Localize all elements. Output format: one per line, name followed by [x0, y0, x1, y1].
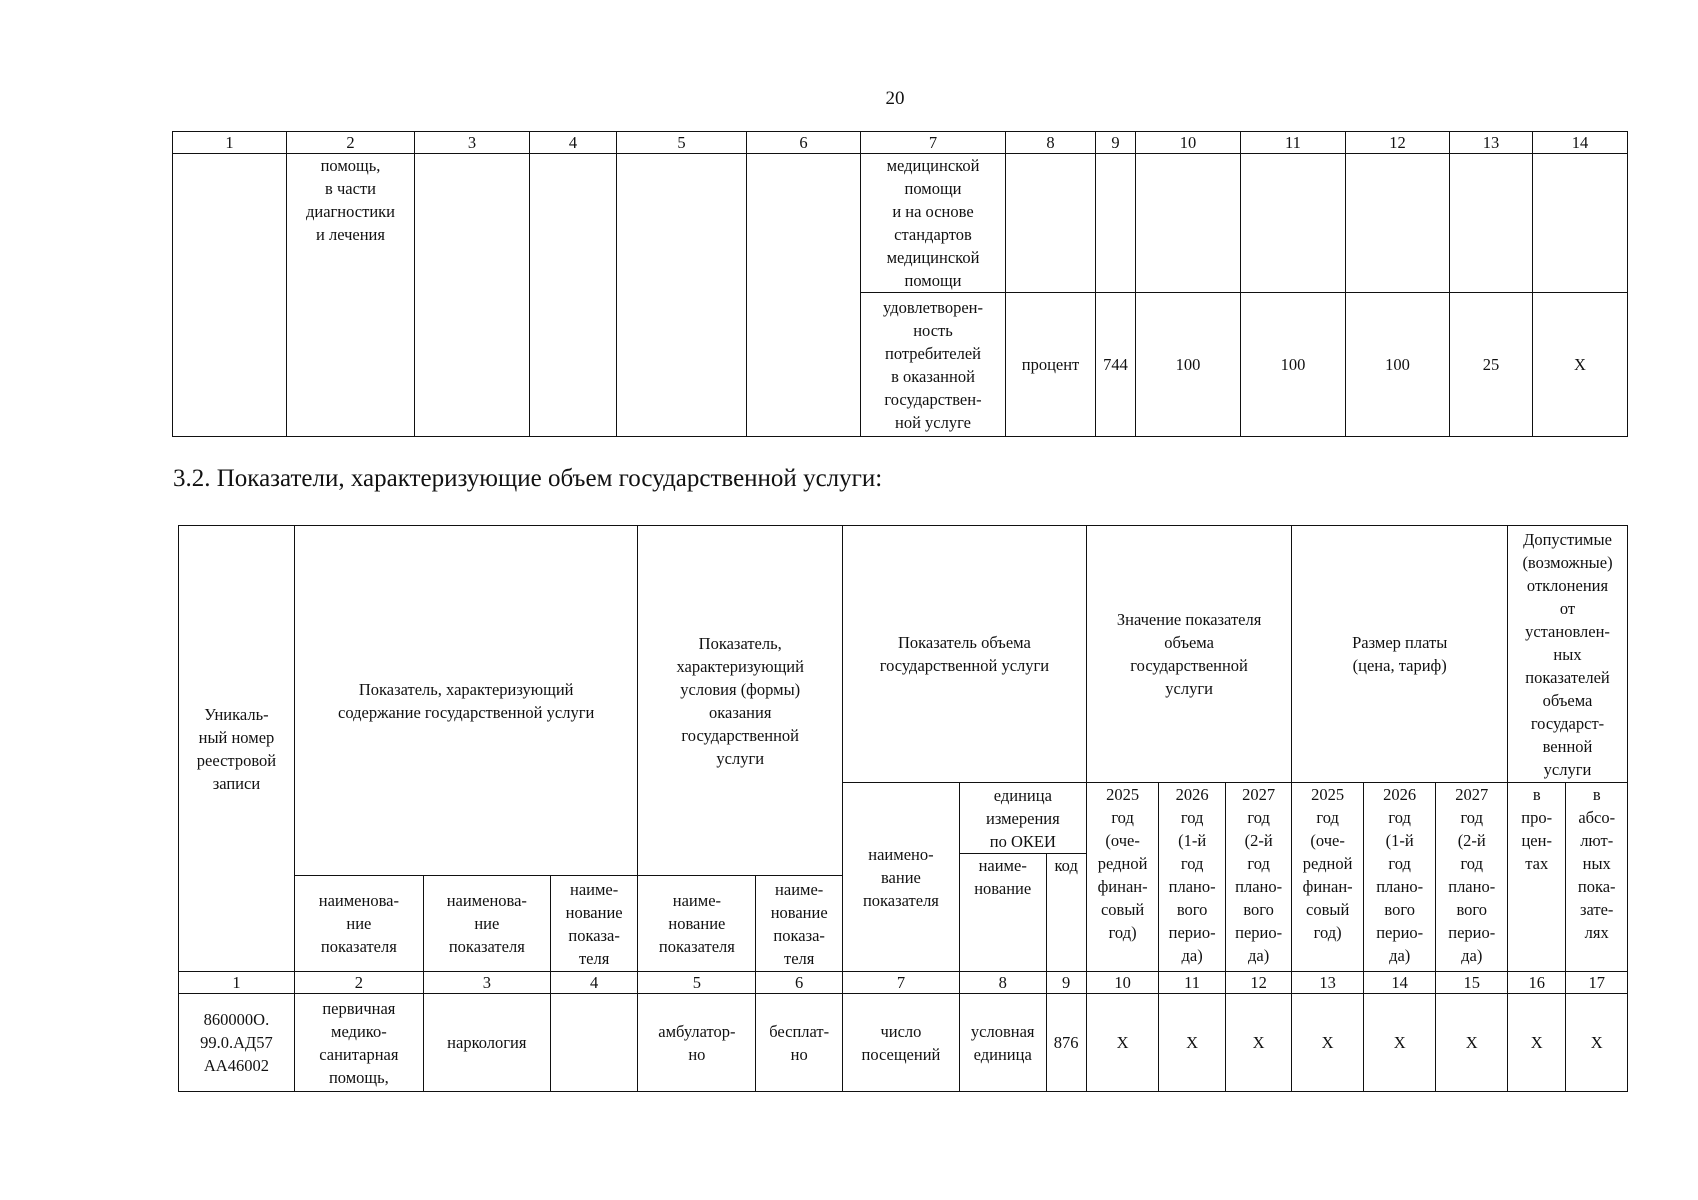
table-cell	[173, 154, 287, 437]
col-number: 15	[1436, 972, 1508, 994]
col-number: 7	[843, 972, 960, 994]
service-condition-cell: амбулатор- но	[638, 994, 756, 1092]
sub-indicator-name-header: наиме- нование показателя	[638, 876, 756, 972]
service-content-cell	[550, 994, 638, 1092]
year-2026-value-header: 2026 год (1-й год плано- вого перио- да)	[1159, 783, 1226, 972]
fee-cell: Х	[1363, 994, 1436, 1092]
col-number: 2	[294, 972, 423, 994]
col-number: 3	[415, 132, 530, 154]
quality-indicators-table	[172, 131, 1628, 437]
value-cell: Х	[1225, 994, 1292, 1092]
conditions-indicator-header: Показатель, характеризующий условия (формы) оказания государственной услуги	[638, 526, 843, 876]
absolute-header: в абсо- лют- ных пока- зате- лях	[1566, 783, 1628, 972]
table-cell	[1346, 154, 1450, 293]
col-number: 12	[1346, 132, 1450, 154]
unit-okei-header: единица измерения по ОКЕИ	[959, 783, 1086, 854]
col-number: 10	[1136, 132, 1241, 154]
year-2027-value-header: 2027 год (2-й год плано- вого перио- да)	[1225, 783, 1292, 972]
col-number: 6	[747, 132, 861, 154]
service-content-cell: первичная медико- санитарная помощь,	[294, 994, 423, 1092]
table-cell	[1006, 154, 1096, 293]
col-number: 4	[550, 972, 638, 994]
col-number: 2	[287, 132, 415, 154]
col-number: 8	[1006, 132, 1096, 154]
year-2027-fee-header: 2027 год (2-й год плано- вого перио- да)	[1436, 783, 1508, 972]
sub-indicator-name-header: наименова- ние показателя	[423, 876, 550, 972]
content-indicator-header: Показатель, характеризующий содержание государственной услуги	[294, 526, 638, 876]
column-number-row	[179, 972, 1628, 994]
year-2025-fee-header: 2025 год (оче- редной финан- совый год)	[1292, 783, 1364, 972]
deviation-cell: Х	[1508, 994, 1566, 1092]
table-cell	[1241, 154, 1346, 293]
col-number: 14	[1533, 132, 1628, 154]
col-number: 9	[1046, 972, 1086, 994]
value-cell: Х	[1086, 994, 1159, 1092]
col-number: 11	[1241, 132, 1346, 154]
deviations-header: Допустимые (возможные) отклонения от установлен- ных показателей объема государст- венной услуги	[1508, 526, 1628, 783]
page-number: 20	[885, 88, 905, 109]
table-cell	[1096, 154, 1136, 293]
service-content-cell: наркология	[423, 994, 550, 1092]
value-cell: 100	[1136, 293, 1241, 437]
sub-indicator-name-header: наиме- нование показа- теля	[756, 876, 843, 972]
service-condition-cell: бесплат- но	[756, 994, 843, 1092]
col-number: 7	[861, 132, 1006, 154]
col-number: 13	[1292, 972, 1364, 994]
unit-code-cell: 876	[1046, 994, 1086, 1092]
table-cell	[1450, 154, 1533, 293]
unit-name-cell: процент	[1006, 293, 1096, 437]
col-number: 14	[1363, 972, 1436, 994]
indicator-name-cell: медицинской помощи и на основе стандартов медицинской помощи	[861, 154, 1006, 293]
column-number-row	[173, 132, 1628, 154]
service-content-cell: помощь, в части диагностики и лечения	[287, 154, 415, 437]
year-2025-value-header: 2025 год (оче- редной финан- совый год)	[1086, 783, 1159, 972]
year-2026-fee-header: 2026 год (1-й год плано- вого перио- да)	[1363, 783, 1436, 972]
unit-code-cell: 744	[1096, 293, 1136, 437]
volume-value-header: Значение показателя объема государственной услуги	[1086, 526, 1292, 783]
value-cell: 25	[1450, 293, 1533, 437]
col-number: 8	[959, 972, 1046, 994]
table-row	[179, 994, 1628, 1092]
col-number: 4	[530, 132, 617, 154]
indicator-name-cell: число посещений	[843, 994, 960, 1092]
header-row	[179, 526, 1628, 783]
unique-number-header: Уникаль- ный номер реестровой записи	[179, 526, 295, 972]
table-cell	[747, 154, 861, 437]
unit-code-header: код	[1046, 854, 1086, 972]
col-number: 13	[1450, 132, 1533, 154]
value-cell: 100	[1241, 293, 1346, 437]
table-cell	[415, 154, 530, 437]
table-row	[173, 154, 1628, 293]
sub-indicator-name-header: наиме- нование показа- теля	[550, 876, 638, 972]
col-number: 5	[638, 972, 756, 994]
col-number: 3	[423, 972, 550, 994]
value-cell: Х	[1533, 293, 1628, 437]
col-number: 1	[173, 132, 287, 154]
indicator-name-cell: удовлетворен- ность потребителей в оказанной государствен- ной услуге	[861, 293, 1006, 437]
percent-header: в про- цен- тах	[1508, 783, 1566, 972]
fee-header: Размер платы (цена, тариф)	[1292, 526, 1508, 783]
col-number: 10	[1086, 972, 1159, 994]
volume-indicators-table	[178, 525, 1628, 1092]
table-cell	[1136, 154, 1241, 293]
col-number: 17	[1566, 972, 1628, 994]
fee-cell: Х	[1436, 994, 1508, 1092]
section-title: 3.2. Показатели, характеризующие объем государственной услуги:	[173, 465, 883, 492]
unit-name-header: наиме- нование	[959, 854, 1046, 972]
sub-indicator-name-header: наименова- ние показателя	[294, 876, 423, 972]
value-cell: Х	[1159, 994, 1226, 1092]
table-cell	[530, 154, 617, 437]
value-cell: 100	[1346, 293, 1450, 437]
col-number: 11	[1159, 972, 1226, 994]
col-number: 1	[179, 972, 295, 994]
unit-name-cell: условная единица	[959, 994, 1046, 1092]
indicator-name-header: наимено- вание показателя	[843, 783, 960, 972]
col-number: 16	[1508, 972, 1566, 994]
col-number: 6	[756, 972, 843, 994]
unique-number-cell: 860000О. 99.0.АД57 АА46002	[179, 994, 295, 1092]
col-number: 5	[617, 132, 747, 154]
deviation-cell: Х	[1566, 994, 1628, 1092]
volume-indicator-header: Показатель объема государственной услуги	[843, 526, 1087, 783]
table-cell	[617, 154, 747, 437]
col-number: 12	[1225, 972, 1292, 994]
table-cell	[1533, 154, 1628, 293]
col-number: 9	[1096, 132, 1136, 154]
fee-cell: Х	[1292, 994, 1364, 1092]
